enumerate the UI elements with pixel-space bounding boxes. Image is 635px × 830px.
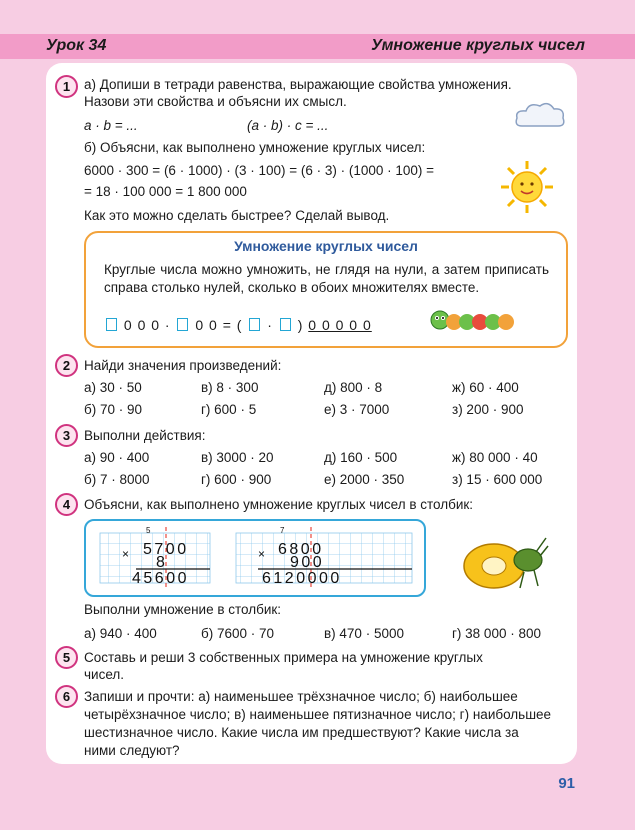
task-4-title: Объясни, как выполнено умножение круглых чисел в столбик: (84, 497, 474, 512)
task-2-item: б) 70 · 90 (84, 402, 143, 417)
task-1-a-line1: а) Допиши в тетради равенства, выражающие свойства умножения. (84, 77, 512, 92)
task-3-item: б) 7 · 8000 (84, 472, 150, 487)
task-1-question: Как это можно сделать быстрее? Сделай вывод. (84, 208, 390, 223)
ex2-top-number: 6800 (278, 541, 324, 558)
ex1-multiplier: 8 (156, 554, 168, 571)
task-1-calc-1: 6000 · 300 = (6 · 1000) · (3 · 100) = (6 · 3) · (1000 · 100) = (84, 163, 435, 178)
task-4-subtask: Выполни умножение в столбик: (84, 602, 282, 617)
rule-title: Умножение круглых чисел (234, 238, 418, 254)
ex2-result: 6120000 (262, 570, 342, 587)
task-1-calc-2: = 18 · 100 000 = 1 800 000 (84, 184, 247, 199)
task-3-number: 3 (55, 424, 78, 447)
ex1-times-sign: × (122, 547, 132, 561)
task-5-line1: Составь и реши 3 собственных примера на умножение круглых (84, 650, 483, 665)
task-4-item: б) 7600 · 70 (201, 626, 275, 641)
column-multiplication-box (84, 519, 426, 597)
formula-equals: = ( (222, 317, 243, 333)
task-6-line1: Запиши и прочти: а) наименьшее трёхзначное число; б) наибольшее (84, 689, 518, 704)
formula-result-zeros: 0 0 0 0 0 (308, 317, 372, 333)
formula-zeros-2: 0 0 (195, 317, 218, 333)
task-2-item: а) 30 · 50 (84, 380, 142, 395)
beetle-picture (458, 532, 550, 592)
page-number: 91 (558, 775, 575, 792)
formula-close: ) (297, 317, 304, 333)
task-1-equation-2: (a · b) · c = ... (247, 118, 329, 133)
task-3-item: е) 2000 · 350 (324, 472, 405, 487)
blank-square-icon (249, 318, 260, 331)
task-3-item: а) 90 · 400 (84, 450, 150, 465)
caterpillar-picture (428, 300, 520, 336)
task-4-item: г) 38 000 · 800 (452, 626, 541, 641)
task-2-item: д) 800 · 8 (324, 380, 383, 395)
lesson-topic: Умножение круглых чисел (371, 37, 585, 54)
task-3-item: г) 600 · 900 (201, 472, 272, 487)
task-6-line3: шестизначное число. Какие числа им предшествуют? Какие числа за (84, 725, 519, 740)
task-4-item: в) 470 · 5000 (324, 626, 404, 641)
cloud-picture (514, 100, 566, 130)
formula-zeros-1: 0 0 0 (123, 317, 161, 333)
task-3-item: в) 3000 · 20 (201, 450, 274, 465)
lesson-header (0, 34, 635, 59)
task-2-item: в) 8 · 300 (201, 380, 259, 395)
task-6-line4: ними следуют? (84, 743, 180, 758)
task-3-item: ж) 80 000 · 40 (452, 450, 538, 465)
task-3-item: д) 160 · 500 (324, 450, 398, 465)
task-2-item: е) 3 · 7000 (324, 402, 390, 417)
column-multiplication-grid (86, 521, 424, 595)
sun-picture (500, 160, 554, 214)
ex2-carry: 7 (280, 526, 287, 535)
task-2-title: Найди значения произведений: (84, 358, 282, 373)
task-1-equation-1: a · b = ... (84, 118, 138, 133)
lesson-number: Урок 34 (46, 37, 107, 54)
formula-dot-2: · (267, 317, 273, 333)
blank-square-icon (280, 318, 291, 331)
task-1-number: 1 (55, 75, 78, 98)
ex2-times-sign: × (258, 547, 268, 561)
task-1-a-line2: Назови эти свойства и объясни их смысл. (84, 94, 347, 109)
task-4-item: а) 940 · 400 (84, 626, 157, 641)
ex2-multiplier: 900 (290, 554, 325, 571)
task-5-number: 5 (55, 646, 78, 669)
ex1-top-number: 5700 (143, 541, 189, 558)
task-2-item: з) 200 · 900 (452, 402, 524, 417)
task-3-item: з) 15 · 600 000 (452, 472, 543, 487)
formula-dot: · (164, 317, 171, 333)
task-3-title: Выполни действия: (84, 428, 206, 443)
blank-square-icon (106, 318, 117, 331)
task-6-line2: четырёхзначное число; в) наименьшее пятизначное число; г) наибольшее (84, 707, 552, 722)
task-4-number: 4 (55, 493, 78, 516)
task-1-b-line: б) Объясни, как выполнено умножение круглых чисел: (84, 140, 426, 155)
blank-square-icon (177, 318, 188, 331)
task-2-item: г) 600 · 5 (201, 402, 257, 417)
ex1-carry: 5 (146, 526, 153, 535)
rule-formula (104, 317, 372, 333)
task-6-number: 6 (55, 685, 78, 708)
task-5-line2: чисел. (84, 667, 125, 682)
rule-text: Круглые числа можно умножить, не глядя на нули, а затем приписать справа столько нулей, сколько в обоих множителях вместе. (104, 262, 549, 295)
task-2-number: 2 (55, 354, 78, 377)
task-2-item: ж) 60 · 400 (452, 380, 519, 395)
ex1-result: 45600 (132, 570, 189, 587)
